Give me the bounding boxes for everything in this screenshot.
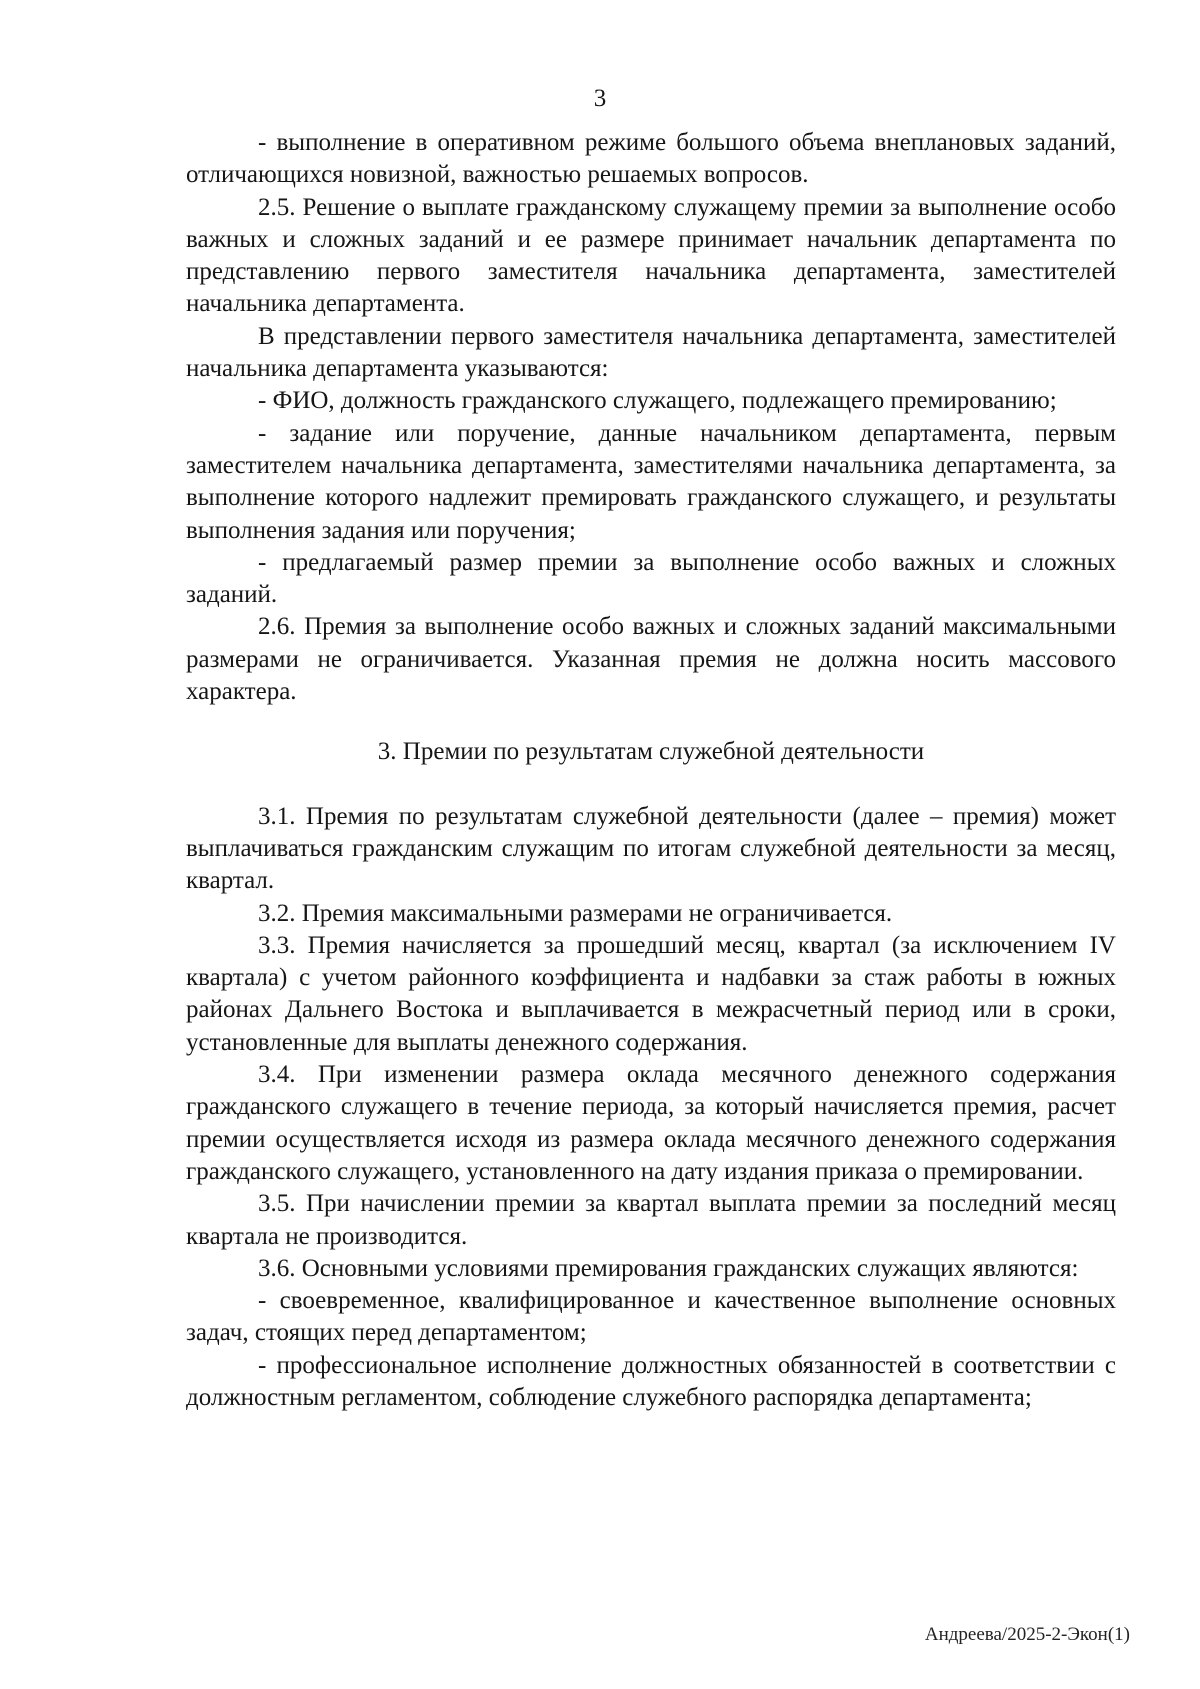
- paragraph-3-5: 3.5. При начислении премии за квартал выплата премии за последний месяц квартала не производится.: [186, 1190, 1116, 1250]
- paragraph-submission-contents: В представлении первого заместителя начальника департамента, заместителей начальника департамента указываются:: [186, 322, 1116, 383]
- document-footer-code: Андреева/2025-2-Экон(1): [924, 1624, 1130, 1645]
- paragraph-3-4: 3.4. При изменении размера оклада месячного денежного содержания гражданского служащего в течение периода, за который начисляется премия, расчет премии осуществляется исходя из размера оклада месячного денежного содержания гражданского служащего, установленного на дату издания приказа о премировании.: [186, 1061, 1116, 1185]
- paragraph-3-3: 3.3. Премия начисляется за прошедший месяц, квартал (за исключением IV квартала) с учетом районного коэффициента и надбавки за стаж работы в южных районах Дальнего Востока и выплачивается в межрасчетный период или в сроки, установленные для выплаты денежного содержания.: [186, 931, 1116, 1056]
- paragraph-3-2: 3.2. Премия максимальными размерами не ограничивается.: [258, 899, 893, 927]
- paragraph-2-6: 2.6. Премия за выполнение особо важных и сложных заданий максимальными размерами не ограничивается. Указанная премия не должна носить массового характера.: [186, 613, 1116, 706]
- paragraph-bullet-timely-execution: - своевременное, квалифицированное и качественное выполнение основных задач, стоящих перед департаментом;: [186, 1287, 1116, 1347]
- document-body: [186, 127, 1116, 1414]
- paragraph-bullet-task: - задание или поручение, данные начальником департамента, первым заместителем начальника департамента, заместителями начальника департамента, за выполнение которого надлежит премировать гражданского служащего, и результаты выполнения задания или поручения;: [186, 419, 1116, 544]
- paragraph-bullet-bonus-size: - предлагаемый размер премии за выполнение особо важных и сложных заданий.: [186, 548, 1116, 609]
- section-heading: 3. Премии по результатам служебной деятельности: [377, 738, 925, 766]
- paragraph-3-6: 3.6. Основными условиями премирования гражданских служащих являются:: [258, 1254, 1079, 1282]
- paragraph-bullet-professional-duties: - профессиональное исполнение должностных обязанностей в соответствии с должностным регламентом, соблюдение служебного распорядка департамента;: [186, 1351, 1116, 1411]
- paragraph-2-5: 2.5. Решение о выплате гражданскому служащему премии за выполнение особо важных и сложных заданий и ее размере принимает начальник департамента по представлению первого заместителя начальника департамента, заместителей начальника департамента.: [186, 193, 1116, 318]
- paragraph-3-1: 3.1. Премия по результатам служебной деятельности (далее – премия) может выплачиваться гражданским служащим по итогам служебной деятельности за месяц, квартал.: [186, 802, 1116, 895]
- paragraph-bullet-fio: - ФИО, должность гражданского служащего, подлежащего премированию;: [258, 387, 1057, 415]
- paragraph-bullet-unplanned-tasks: - выполнение в оперативном режиме большого объема внеплановых заданий, отличающихся новизной, важностью решаемых вопросов.: [186, 129, 1116, 189]
- page-number: 3: [593, 85, 607, 112]
